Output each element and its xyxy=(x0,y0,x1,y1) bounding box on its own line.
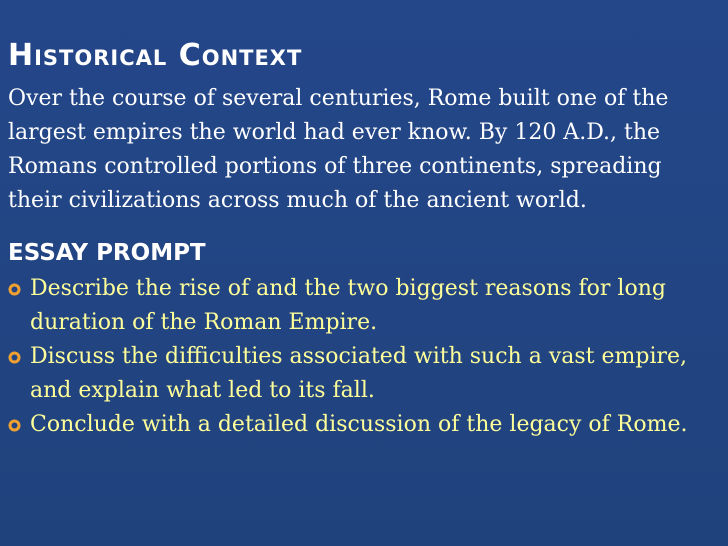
prompt-item xyxy=(8,340,714,408)
historical-context-paragraph: Over the course of several centuries, Rome built one of the largest empires the world had ever know. By 120 A.D., the Romans controlled portions of three continents, spreading their civilizations across much of the ancient world. xyxy=(8,86,669,213)
circle-bullet-icon xyxy=(8,419,21,432)
prompt-item xyxy=(8,408,714,442)
prompt-text: Discuss the difficulties associated with such a vast empire, and explain what led to its fall. xyxy=(30,344,688,403)
essay-prompt-heading: ESSAY PROMPT xyxy=(8,240,206,266)
prompt-text: Describe the rise of and the two biggest reasons for long duration of the Roman Empire. xyxy=(30,276,666,335)
prompt-list xyxy=(8,272,714,442)
circle-bullet-icon xyxy=(8,283,21,296)
prompt-item xyxy=(8,272,714,340)
prompt-text: Conclude with a detailed discussion of the legacy of Rome. xyxy=(30,412,688,437)
circle-bullet-icon xyxy=(8,351,21,364)
section-title: Historical Context xyxy=(8,38,303,73)
